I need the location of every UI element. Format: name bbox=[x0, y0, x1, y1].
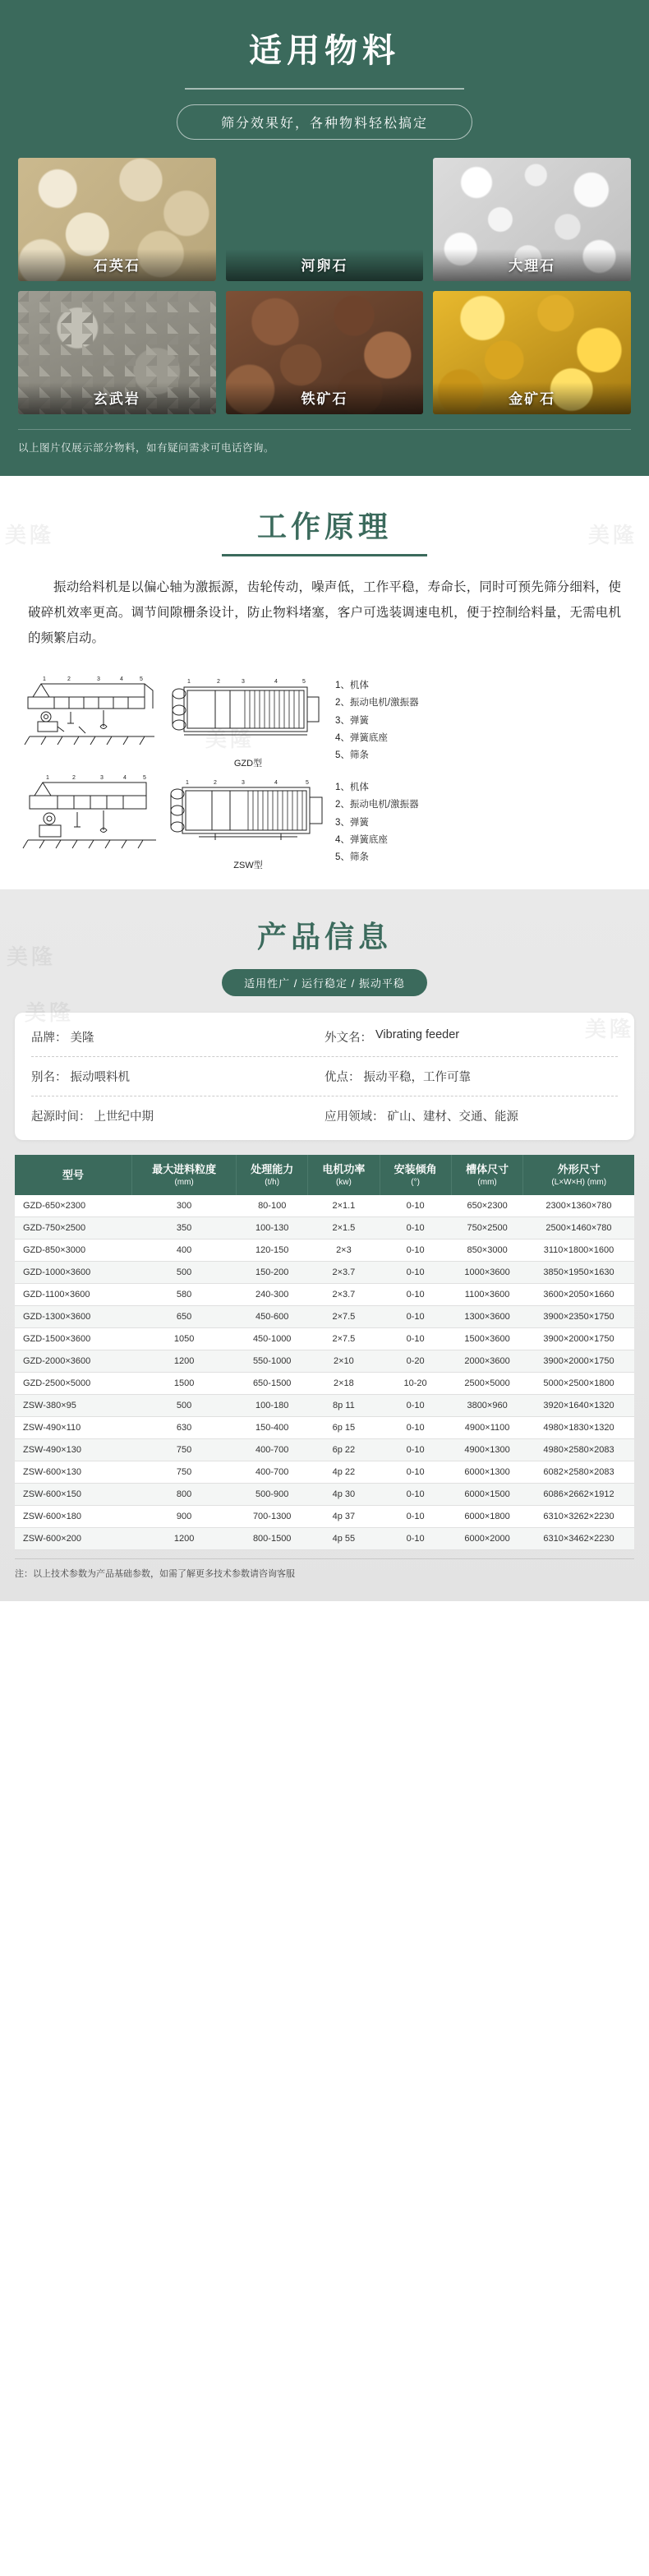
cell-max-feed: 580 bbox=[132, 1284, 237, 1306]
cell-overall: 4980×1830×1320 bbox=[523, 1417, 634, 1439]
cell-model: GZD-1500×3600 bbox=[15, 1328, 132, 1350]
table-row bbox=[15, 1395, 634, 1417]
watermark: 美隆 bbox=[587, 523, 637, 547]
info-cell bbox=[324, 1028, 618, 1046]
cell-power: 2×7.5 bbox=[308, 1328, 380, 1350]
col-install-angle bbox=[380, 1155, 451, 1195]
table-row bbox=[15, 1217, 634, 1240]
cell-max-feed: 300 bbox=[132, 1195, 237, 1217]
table-row bbox=[15, 1195, 634, 1217]
product-info-card bbox=[15, 1013, 634, 1140]
cell-angle: 0-10 bbox=[380, 1262, 451, 1284]
table-row bbox=[15, 1350, 634, 1373]
cell-model: ZSW-600×130 bbox=[15, 1461, 132, 1484]
cell-power: 2×18 bbox=[308, 1373, 380, 1395]
cell-overall: 3900×2350×1750 bbox=[523, 1306, 634, 1328]
col-title: 型号 bbox=[62, 1168, 85, 1181]
cell-capacity: 450-1000 bbox=[237, 1328, 308, 1350]
cell-trough: 2500×5000 bbox=[451, 1373, 523, 1395]
info-row bbox=[31, 1057, 618, 1096]
cell-angle: 0-10 bbox=[380, 1528, 451, 1550]
col-max-feed bbox=[132, 1155, 237, 1195]
material-card bbox=[226, 291, 424, 414]
diagram-caption: GZD型 bbox=[233, 759, 263, 769]
cell-overall: 3110×1800×1600 bbox=[523, 1240, 634, 1262]
col-unit: (t/h) bbox=[265, 1177, 280, 1187]
col-title: 处理能力 bbox=[251, 1163, 294, 1175]
svg-text:3: 3 bbox=[97, 676, 100, 682]
table-row bbox=[15, 1262, 634, 1284]
material-card bbox=[226, 158, 424, 281]
cell-angle: 0-10 bbox=[380, 1306, 451, 1328]
cell-model: ZSW-490×110 bbox=[15, 1417, 132, 1439]
cell-angle: 0-10 bbox=[380, 1217, 451, 1240]
cell-max-feed: 650 bbox=[132, 1306, 237, 1328]
cell-trough: 750×2500 bbox=[451, 1217, 523, 1240]
cell-capacity: 100-180 bbox=[237, 1395, 308, 1417]
col-unit: (kw) bbox=[335, 1177, 352, 1187]
svg-text:5: 5 bbox=[306, 780, 309, 786]
cell-model: GZD-650×2300 bbox=[15, 1195, 132, 1217]
col-title: 安装倾角 bbox=[394, 1163, 437, 1175]
info-key: 品牌： bbox=[31, 1032, 67, 1045]
cell-overall: 3900×2000×1750 bbox=[523, 1328, 634, 1350]
info-cell bbox=[31, 1068, 324, 1085]
cell-overall: 3900×2000×1750 bbox=[523, 1350, 634, 1373]
info-value: 美隆 bbox=[70, 1032, 94, 1045]
cell-angle: 0-10 bbox=[380, 1395, 451, 1417]
cell-power: 2×1.1 bbox=[308, 1195, 380, 1217]
legend-item: 3、弹簧 bbox=[335, 817, 369, 828]
svg-text:3: 3 bbox=[242, 679, 245, 685]
cell-overall: 6310×3262×2230 bbox=[523, 1506, 634, 1528]
cell-trough: 6000×1800 bbox=[451, 1506, 523, 1528]
cell-model: GZD-1000×3600 bbox=[15, 1262, 132, 1284]
col-capacity bbox=[237, 1155, 308, 1195]
cell-power: 2×7.5 bbox=[308, 1306, 380, 1328]
materials-note: 以上图片仅展示部分物料，如有疑问需求可电话咨询。 bbox=[18, 429, 631, 455]
diagram-legend bbox=[335, 672, 419, 764]
col-overall-size bbox=[523, 1155, 634, 1195]
info-key: 别名： bbox=[31, 1071, 67, 1084]
info-value: 上世纪中期 bbox=[94, 1110, 154, 1124]
cell-max-feed: 750 bbox=[132, 1461, 237, 1484]
cell-model: GZD-850×3000 bbox=[15, 1240, 132, 1262]
cell-overall: 2500×1460×780 bbox=[523, 1217, 634, 1240]
col-model bbox=[15, 1155, 132, 1195]
cell-max-feed: 800 bbox=[132, 1484, 237, 1506]
cell-angle: 0-10 bbox=[380, 1284, 451, 1306]
table-row bbox=[15, 1439, 634, 1461]
cell-model: GZD-1300×3600 bbox=[15, 1306, 132, 1328]
material-label: 大理石 bbox=[433, 249, 631, 281]
cell-trough: 6000×1500 bbox=[451, 1484, 523, 1506]
info-row bbox=[31, 1096, 618, 1135]
cell-model: ZSW-600×150 bbox=[15, 1484, 132, 1506]
table-header-row bbox=[15, 1155, 634, 1195]
principle-divider bbox=[222, 554, 427, 556]
cell-max-feed: 630 bbox=[132, 1417, 237, 1439]
col-title: 槽体尺寸 bbox=[466, 1163, 509, 1175]
watermark: 美隆 bbox=[5, 523, 55, 547]
cell-capacity: 100-130 bbox=[237, 1217, 308, 1240]
table-row bbox=[15, 1306, 634, 1328]
info-value: 振动喂料机 bbox=[70, 1071, 130, 1084]
cell-model: ZSW-600×200 bbox=[15, 1528, 132, 1550]
svg-text:5: 5 bbox=[143, 775, 146, 781]
cell-power: 2×3.7 bbox=[308, 1262, 380, 1284]
principle-title: 工作原理 bbox=[256, 510, 392, 543]
cell-angle: 0-10 bbox=[380, 1328, 451, 1350]
cell-capacity: 550-1000 bbox=[237, 1350, 308, 1373]
col-title: 电机功率 bbox=[322, 1163, 366, 1175]
material-label: 河卵石 bbox=[226, 249, 424, 281]
col-unit: (mm) bbox=[174, 1177, 194, 1187]
svg-text:2: 2 bbox=[214, 780, 217, 786]
svg-text:3: 3 bbox=[100, 775, 104, 781]
table-note: 注：以上技术参数为产品基础参数，如需了解更多技术参数请咨询客服 bbox=[15, 1558, 634, 1580]
cell-model: ZSW-380×95 bbox=[15, 1395, 132, 1417]
cell-power: 4p 22 bbox=[308, 1461, 380, 1484]
svg-text:5: 5 bbox=[140, 676, 143, 682]
cell-trough: 1500×3600 bbox=[451, 1328, 523, 1350]
product-title: 产品信息 bbox=[256, 920, 392, 953]
material-card bbox=[18, 291, 216, 414]
cell-max-feed: 1500 bbox=[132, 1373, 237, 1395]
cell-trough: 3800×960 bbox=[451, 1395, 523, 1417]
cell-power: 8p 11 bbox=[308, 1395, 380, 1417]
zsw-top-diagram bbox=[166, 774, 330, 871]
diagram-caption: ZSW型 bbox=[233, 861, 263, 870]
col-unit: (°) bbox=[411, 1177, 420, 1187]
cell-trough: 850×3000 bbox=[451, 1240, 523, 1262]
table-row bbox=[15, 1240, 634, 1262]
cell-capacity: 500-900 bbox=[237, 1484, 308, 1506]
cell-capacity: 240-300 bbox=[237, 1284, 308, 1306]
zsw-side-diagram bbox=[21, 774, 161, 856]
legend-item: 5、筛条 bbox=[335, 750, 369, 761]
cell-power: 2×10 bbox=[308, 1350, 380, 1373]
info-cell bbox=[324, 1107, 618, 1124]
cell-angle: 0-10 bbox=[380, 1484, 451, 1506]
material-card bbox=[433, 158, 631, 281]
svg-text:3: 3 bbox=[242, 780, 245, 786]
cell-power: 6p 22 bbox=[308, 1439, 380, 1461]
cell-max-feed: 500 bbox=[132, 1395, 237, 1417]
cell-capacity: 400-700 bbox=[237, 1439, 308, 1461]
table-row bbox=[15, 1506, 634, 1528]
cell-overall: 3920×1640×1320 bbox=[523, 1395, 634, 1417]
cell-trough: 6000×2000 bbox=[451, 1528, 523, 1550]
cell-power: 4p 55 bbox=[308, 1528, 380, 1550]
gzd-side-diagram bbox=[21, 672, 161, 755]
table-row bbox=[15, 1417, 634, 1439]
legend-item: 4、弹簧底座 bbox=[335, 834, 388, 845]
info-cell bbox=[31, 1107, 324, 1124]
cell-power: 4p 37 bbox=[308, 1506, 380, 1528]
cell-model: GZD-1100×3600 bbox=[15, 1284, 132, 1306]
watermark: 美隆 bbox=[7, 944, 57, 969]
cell-model: ZSW-600×180 bbox=[15, 1506, 132, 1528]
cell-angle: 0-10 bbox=[380, 1195, 451, 1217]
cell-trough: 650×2300 bbox=[451, 1195, 523, 1217]
cell-model: GZD-2000×3600 bbox=[15, 1350, 132, 1373]
cell-capacity: 150-400 bbox=[237, 1417, 308, 1439]
cell-angle: 0-10 bbox=[380, 1506, 451, 1528]
cell-trough: 1100×3600 bbox=[451, 1284, 523, 1306]
material-label: 玄武岩 bbox=[18, 382, 216, 414]
product-info-section bbox=[0, 889, 649, 1601]
svg-text:2: 2 bbox=[217, 679, 220, 685]
cell-angle: 0-10 bbox=[380, 1417, 451, 1439]
svg-text:2: 2 bbox=[72, 775, 76, 781]
table-row bbox=[15, 1484, 634, 1506]
cell-power: 2×1.5 bbox=[308, 1217, 380, 1240]
material-label: 金矿石 bbox=[433, 382, 631, 414]
cell-overall: 5000×2500×1800 bbox=[523, 1373, 634, 1395]
info-value: Vibrating feeder bbox=[375, 1028, 460, 1041]
cell-angle: 10-20 bbox=[380, 1373, 451, 1395]
svg-text:1: 1 bbox=[187, 679, 191, 685]
principle-diagrams bbox=[21, 672, 628, 871]
table-row bbox=[15, 1284, 634, 1306]
cell-overall: 4980×2580×2083 bbox=[523, 1439, 634, 1461]
col-title: 外形尺寸 bbox=[557, 1163, 601, 1175]
table-row bbox=[15, 1328, 634, 1350]
cell-overall: 3850×1950×1630 bbox=[523, 1262, 634, 1284]
materials-subtitle: 筛分效果好，各种物料轻松搞定 bbox=[177, 104, 472, 140]
cell-trough: 4900×1100 bbox=[451, 1417, 523, 1439]
principle-body: 振动给料机是以偏心轴为激振源，齿轮传动，噪声低，工作平稳，寿命长，同时可预先筛分细料，使破碎机效率更高。调节间隙栅条设计，防止物料堵塞，客户可选装调速电机，便于控制给料量，无需电机的频繁启动。 bbox=[28, 580, 621, 645]
product-tagline: 适用性广 / 运行稳定 / 振动平稳 bbox=[222, 969, 427, 996]
cell-max-feed: 400 bbox=[132, 1240, 237, 1262]
cell-max-feed: 1200 bbox=[132, 1350, 237, 1373]
cell-angle: 0-10 bbox=[380, 1461, 451, 1484]
cell-power: 2×3.7 bbox=[308, 1284, 380, 1306]
cell-capacity: 700-1300 bbox=[237, 1506, 308, 1528]
table-row bbox=[15, 1528, 634, 1550]
materials-grid bbox=[18, 158, 631, 414]
cell-capacity: 400-700 bbox=[237, 1461, 308, 1484]
cell-capacity: 80-100 bbox=[237, 1195, 308, 1217]
svg-text:1: 1 bbox=[46, 775, 49, 781]
info-row bbox=[31, 1018, 618, 1057]
col-unit: (mm) bbox=[477, 1177, 497, 1187]
svg-text:5: 5 bbox=[302, 679, 306, 685]
diagram-row bbox=[21, 672, 628, 769]
cell-capacity: 800-1500 bbox=[237, 1528, 308, 1550]
cell-power: 4p 30 bbox=[308, 1484, 380, 1506]
cell-model: ZSW-490×130 bbox=[15, 1439, 132, 1461]
cell-trough: 1300×3600 bbox=[451, 1306, 523, 1328]
col-trough-size bbox=[451, 1155, 523, 1195]
cell-max-feed: 500 bbox=[132, 1262, 237, 1284]
cell-trough: 1000×3600 bbox=[451, 1262, 523, 1284]
cell-overall: 6310×3462×2230 bbox=[523, 1528, 634, 1550]
material-label: 石英石 bbox=[18, 249, 216, 281]
col-motor-power bbox=[308, 1155, 380, 1195]
cell-capacity: 650-1500 bbox=[237, 1373, 308, 1395]
table-row bbox=[15, 1461, 634, 1484]
col-unit: (L×W×H) (mm) bbox=[551, 1177, 607, 1187]
svg-text:1: 1 bbox=[186, 780, 189, 786]
materials-section bbox=[0, 0, 649, 476]
cell-angle: 0-20 bbox=[380, 1350, 451, 1373]
title-divider bbox=[185, 88, 464, 90]
info-key: 外文名： bbox=[324, 1032, 372, 1045]
svg-text:4: 4 bbox=[274, 780, 278, 786]
cell-trough: 2000×3600 bbox=[451, 1350, 523, 1373]
legend-item: 1、机体 bbox=[335, 782, 369, 792]
material-label: 铁矿石 bbox=[226, 382, 424, 414]
spec-table-body bbox=[15, 1195, 634, 1550]
cell-model: GZD-2500×5000 bbox=[15, 1373, 132, 1395]
legend-item: 1、机体 bbox=[335, 681, 369, 690]
cell-model: GZD-750×2500 bbox=[15, 1217, 132, 1240]
gzd-top-diagram bbox=[166, 672, 330, 769]
spec-table-head bbox=[15, 1155, 634, 1195]
svg-text:2: 2 bbox=[67, 676, 71, 682]
cell-capacity: 150-200 bbox=[237, 1262, 308, 1284]
info-key: 应用领域： bbox=[324, 1110, 384, 1124]
cell-overall: 2300×1360×780 bbox=[523, 1195, 634, 1217]
svg-text:4: 4 bbox=[120, 676, 123, 682]
cell-power: 2×3 bbox=[308, 1240, 380, 1262]
cell-power: 6p 15 bbox=[308, 1417, 380, 1439]
cell-max-feed: 1200 bbox=[132, 1528, 237, 1550]
svg-text:1: 1 bbox=[43, 676, 46, 682]
diagram-legend bbox=[335, 774, 419, 866]
table-row bbox=[15, 1373, 634, 1395]
info-key: 优点： bbox=[324, 1071, 361, 1084]
cell-trough: 6000×1300 bbox=[451, 1461, 523, 1484]
cell-angle: 0-10 bbox=[380, 1439, 451, 1461]
svg-text:4: 4 bbox=[274, 679, 278, 685]
legend-item: 5、筛条 bbox=[335, 852, 369, 863]
info-value: 矿山、建材、交通、能源 bbox=[387, 1110, 518, 1124]
col-title: 最大进料粒度 bbox=[152, 1163, 217, 1175]
cell-trough: 4900×1300 bbox=[451, 1439, 523, 1461]
legend-item: 3、弹簧 bbox=[335, 715, 369, 726]
material-card bbox=[433, 291, 631, 414]
cell-overall: 3600×2050×1660 bbox=[523, 1284, 634, 1306]
cell-max-feed: 1050 bbox=[132, 1328, 237, 1350]
info-value: 振动平稳，工作可靠 bbox=[363, 1071, 471, 1084]
legend-item: 4、弹簧底座 bbox=[335, 732, 388, 743]
cell-overall: 6086×2662×1912 bbox=[523, 1484, 634, 1506]
principle-section bbox=[0, 476, 649, 889]
cell-max-feed: 350 bbox=[132, 1217, 237, 1240]
spec-table bbox=[15, 1155, 634, 1550]
cell-max-feed: 900 bbox=[132, 1506, 237, 1528]
diagram-row bbox=[21, 774, 628, 871]
cell-max-feed: 750 bbox=[132, 1439, 237, 1461]
info-key: 起源时间： bbox=[31, 1110, 91, 1124]
legend-item: 2、振动电机/激振器 bbox=[335, 698, 419, 709]
info-cell bbox=[324, 1068, 618, 1085]
materials-title: 适用物料 bbox=[249, 33, 400, 69]
cell-overall: 6082×2580×2083 bbox=[523, 1461, 634, 1484]
svg-text:4: 4 bbox=[123, 775, 127, 781]
material-card bbox=[18, 158, 216, 281]
cell-capacity: 120-150 bbox=[237, 1240, 308, 1262]
watermark: 美隆 bbox=[205, 727, 255, 751]
legend-item: 2、振动电机/激振器 bbox=[335, 800, 419, 810]
cell-angle: 0-10 bbox=[380, 1240, 451, 1262]
cell-capacity: 450-600 bbox=[237, 1306, 308, 1328]
info-cell bbox=[31, 1028, 324, 1046]
